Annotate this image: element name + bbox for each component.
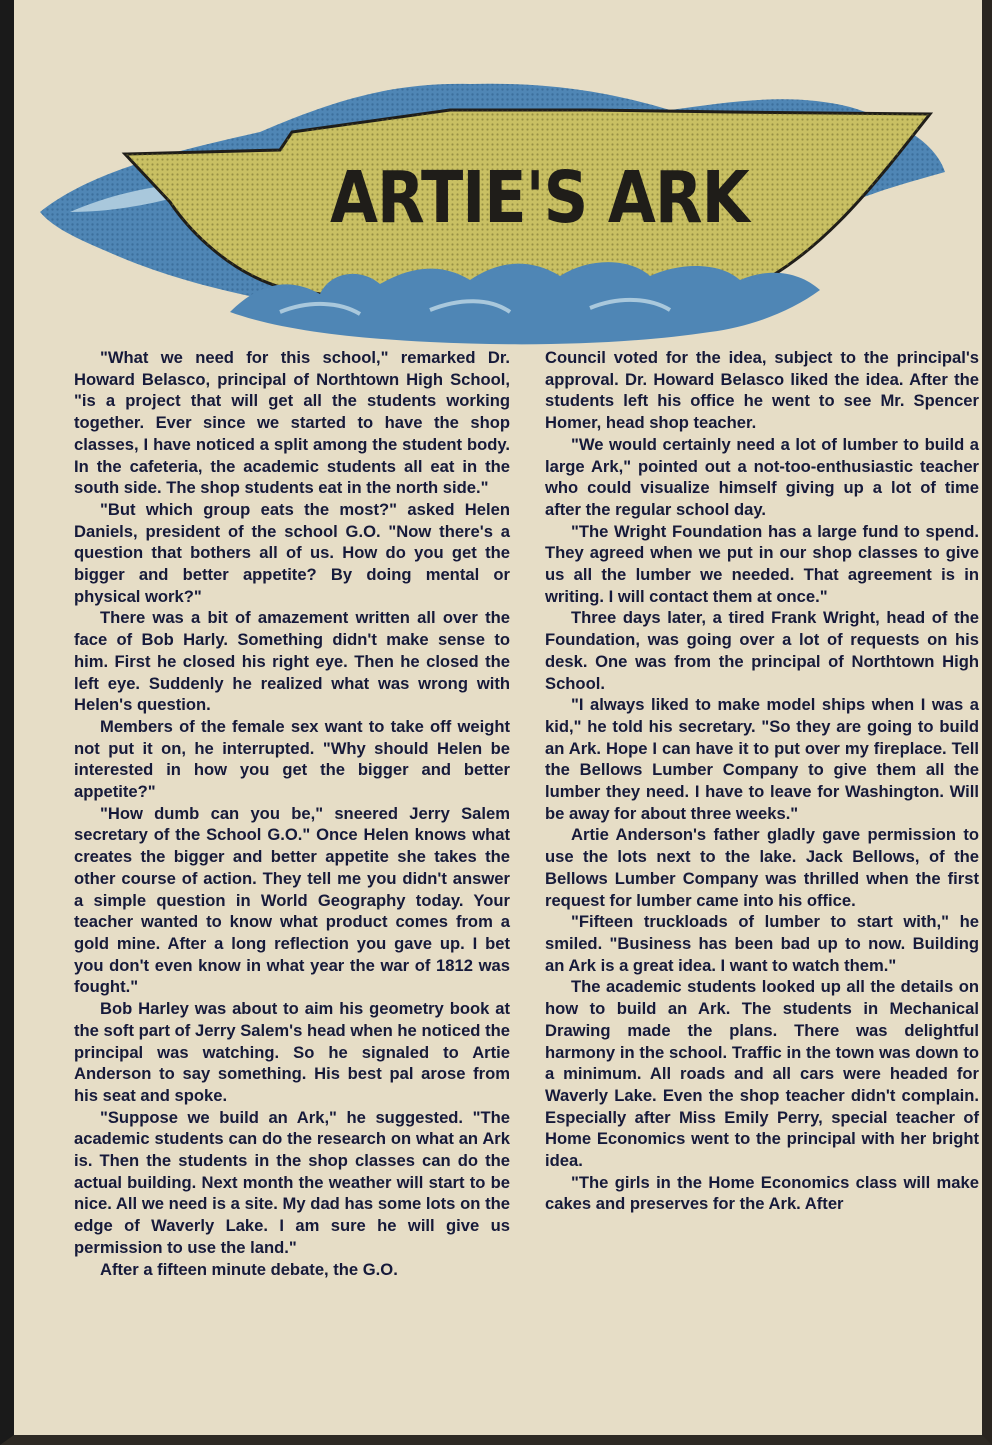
paragraph: "But which group eats the most?" asked Helen Daniels, president of the school G.O. "Now there's a question that bothers all of us. How do you get the bigger and better appetite? By doing mental or physical work?" <box>74 499 510 606</box>
paragraph: "We would certainly need a lot of lumber to build a large Ark," pointed out a not-too-enthusiastic teacher who could visualize himself giving up a lot of time after the regular school day. <box>545 434 979 519</box>
paragraph: "Fifteen truckloads of lumber to start with," he smiled. "Business has been bad up to now. Building an Ark is a great idea. I want to watch them." <box>545 912 979 975</box>
paragraph: After a fifteen minute debate, the G.O. <box>100 1259 398 1279</box>
paragraph: "What we need for this school," remarked Dr. Howard Belasco, principal of Northtown High School, "is a project that will get all the students working together. Ever since we started to have the shop classes, I have noticed a split among the student body. In the cafeteria, the academic students all eat in the south side. The shop students eat in the north side." <box>74 348 510 498</box>
paragraph: Members of the female sex want to take off weight not put it on, he interrupted. "Why should Helen be interested in how you get the bigger and better appetite?" <box>74 716 510 802</box>
paragraph: "Suppose we build an Ark," he suggested. "The academic students can do the research on what an Ark is. Then the students in the shop classes can do the actual building. Next month the weather will start to be nice. All we need is a site. My dad has some lots on the edge of Waverly Lake. I am sure he will give us permission to use the land." <box>74 1107 510 1257</box>
paragraph: There was a bit of amazement written all over the face of Bob Harly. Something didn't make sense to him. First he closed his right eye. Then he closed the left eye. Suddenly he realized what was wrong with Helen's question. <box>74 608 510 715</box>
story-title: ARTIE'S ARK <box>330 155 749 240</box>
paragraph: Artie Anderson's father gladly gave permission to use the lots next to the lake. Jack Bellows, of the Bellows Lumber Company was thrilled when the first request for lumber came into his office. <box>545 825 979 910</box>
paragraph: "I always liked to make model ships when I was a kid," he told his secretary. "So they are going to build an Ark. Hope I can have it to put over my fireplace. Tell the Bellows Lumber Company to give them all the lumber they need. I have to leave for Washington. Will be away for about three weeks." <box>545 695 979 823</box>
paragraph: The academic students looked up all the details on how to build an Ark. The students in Mechanical Drawing made the plans. There was delightful harmony in the school. Traffic in the town was down to a minimum. All roads and all cars were headed for Waverly Lake. Even the shop teacher didn't complain. Especially after Miss Emily Perry, special teacher of Home Economics went to the principal with her bright idea. <box>545 977 979 1171</box>
paragraph: "How dumb can you be," sneered Jerry Salem secretary of the School G.O." Once Helen knows what creates the bigger and better appetite she takes the other course of action. They tell me you didn't answer a simple question in World Geography today. Your teacher wanted to know what product comes from a gold mine. After a long reflection you gave up. I bet you don't even know in what year the war of 1812 was fought." <box>74 803 510 997</box>
paragraph: "The Wright Foundation has a large fund to spend. They agreed when we put in our shop classes to give us all the lumber we needed. That agreement is in writing. I will contact them at once." <box>545 521 979 606</box>
paragraph: "The girls in the Home Economics class will make cakes and preserves for the Ark. After <box>545 1172 979 1214</box>
left-column <box>74 347 510 1280</box>
paragraph: Three days later, a tired Frank Wright, head of the Foundation, was going over a lot of requests on his desk. One was from the principal of Northtown High School. <box>545 608 979 693</box>
right-column <box>545 347 979 1215</box>
paragraph: Bob Harley was about to aim his geometry book at the soft part of Jerry Salem's head when he noticed the principal was watching. So he signaled to Artie Anderson to say something. His best pal arose from his seat and spoke. <box>74 999 510 1105</box>
paragraph: Council voted for the idea, subject to the principal's approval. Dr. Howard Belasco liked the idea. After the students left his office he went to see Mr. Spencer Homer, head shop teacher. <box>545 348 979 433</box>
